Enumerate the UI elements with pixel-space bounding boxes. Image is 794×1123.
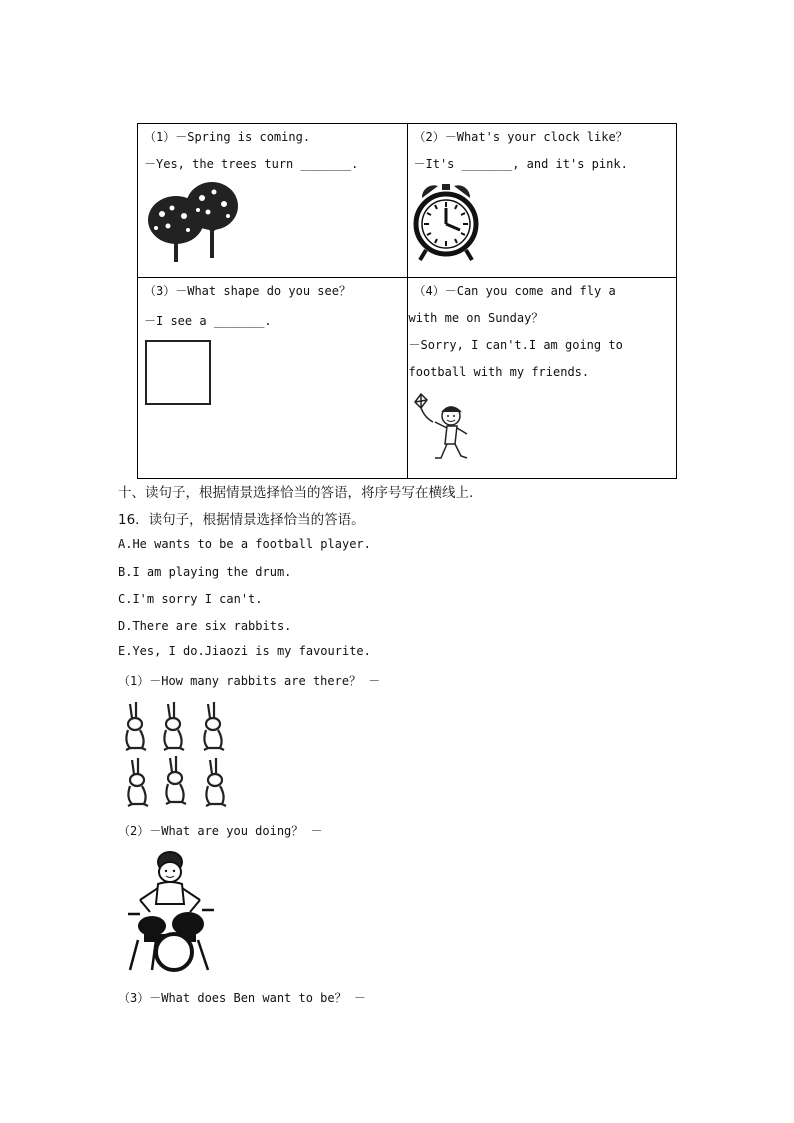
cell-2-line-1: （2）－What's your clock like？ <box>413 130 628 144</box>
section-10-heading: 十、读句子，根据情景选择恰当的答语，将序号写在横线上. <box>118 485 474 501</box>
picture-table <box>137 123 677 479</box>
square-image <box>144 339 214 407</box>
cell-2 <box>407 124 677 278</box>
option-d: D.There are six rabbits. <box>118 619 292 633</box>
option-a: A.He wants to be a football player. <box>118 537 371 551</box>
cell-4 <box>407 278 677 479</box>
cell-2-line-2: －It's _______, and it's pink. <box>413 157 628 171</box>
option-c: C.I'm sorry I can't. <box>118 592 263 606</box>
option-e: E.Yes, I do.Jiaozi is my favourite. <box>118 644 371 658</box>
cell-1-line-1: （1）－Spring is coming. <box>144 130 311 144</box>
question-16-heading: 16．读句子，根据情景选择恰当的答语。 <box>118 512 365 528</box>
sub-question-2: （2）－What are you doing？ － <box>118 824 323 838</box>
cell-4-line-1: （4）－Can you come and fly a <box>413 284 616 298</box>
cell-1 <box>138 124 408 278</box>
sub-question-1: （1）－How many rabbits are there？ － <box>118 674 381 688</box>
cell-4-line-4: football with my friends. <box>408 365 590 379</box>
boy-with-kite-image <box>411 392 479 466</box>
option-b: B.I am playing the drum. <box>118 565 292 579</box>
alarm-clock-image <box>412 180 480 264</box>
cell-4-line-3: －Sorry, I can't.I am going to <box>408 338 623 352</box>
trees-image <box>142 180 242 264</box>
cell-4-line-2: with me on Sunday？ <box>408 311 544 325</box>
cell-3-line-1: （3）－What shape do you see？ <box>144 284 351 298</box>
sub-question-3: （3）－What does Ben want to be？ － <box>118 991 366 1005</box>
cell-3 <box>138 278 408 479</box>
cell-1-line-2: －Yes, the trees turn _______. <box>144 157 359 171</box>
boy-playing-drum-image <box>122 848 216 974</box>
cell-3-line-2: －I see a _______. <box>144 314 272 328</box>
rabbits-image <box>122 700 234 810</box>
